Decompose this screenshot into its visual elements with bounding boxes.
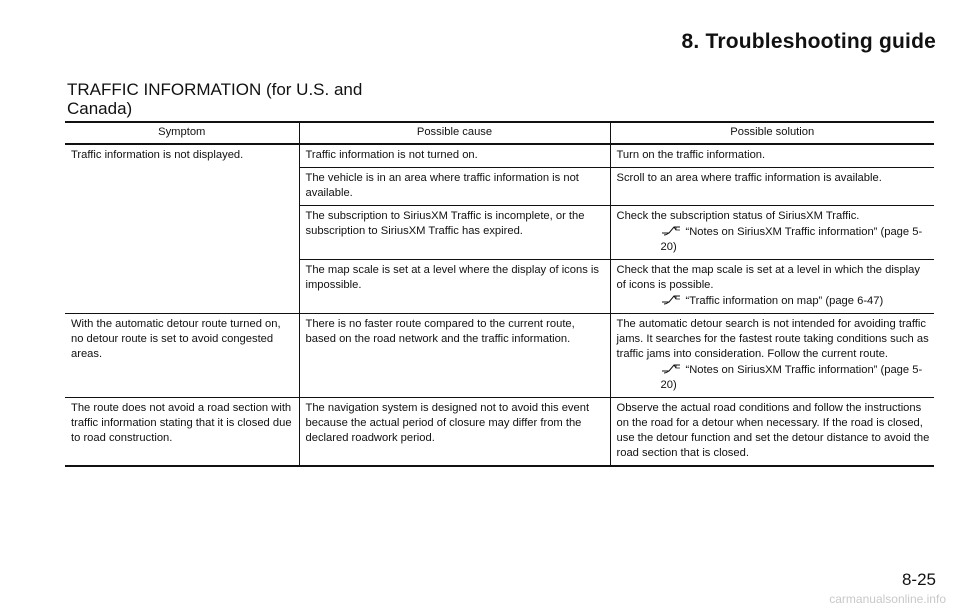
reference-text: “Traffic information on map” (page 6-47) (685, 295, 884, 307)
cause-cell: Traffic information is not turned on. (299, 144, 610, 168)
solution-text: Check that the map scale is set at a level in which the display of icons is possible. (616, 264, 920, 291)
table-header-row (65, 122, 934, 144)
troubleshooting-table (65, 121, 934, 467)
reference-pointer-icon (661, 362, 683, 374)
solution-cell (610, 144, 934, 168)
watermark: carmanualsonline.info (829, 592, 946, 606)
cause-cell: The subscription to SiriusXM Traffic is incomplete, or the subscription to SiriusXM Traffic has expired. (299, 206, 610, 260)
column-header-symptom: Symptom (65, 122, 299, 144)
chapter-title: 8. Troubleshooting guide (681, 30, 936, 53)
cause-cell: The vehicle is in an area where traffic information is not available. (299, 168, 610, 206)
solution-text: Check the subscription status of SiriusXM Traffic. (616, 210, 860, 222)
solution-text: Scroll to an area where traffic information is available. (616, 172, 882, 184)
symptom-cell: With the automatic detour route turned on, no detour route is set to avoid congested areas. (65, 314, 299, 398)
solution-text: Turn on the traffic information. (616, 149, 766, 161)
column-header-possible-cause: Possible cause (299, 122, 610, 144)
solution-cell (610, 260, 934, 314)
solution-text: Observe the actual road conditions and follow the instructions on the road for a detour when necessary. If the road is closed, use the detour function and set the detour distance to avoid the road section that is closed. (616, 402, 930, 459)
reference-pointer-icon (661, 293, 683, 305)
page-reference (617, 293, 931, 309)
page-number: 8-25 (901, 570, 936, 589)
table-row (65, 398, 934, 467)
symptom-cell: Traffic information is not displayed. (71, 149, 244, 161)
section-title: TRAFFIC INFORMATION (for U.S. and Canada) (67, 80, 363, 118)
table-row (65, 314, 934, 398)
solution-cell (610, 206, 934, 260)
symptom-cell: The route does not avoid a road section with traffic information stating that it is closed due to road construction. (65, 398, 299, 467)
cause-cell: The navigation system is designed not to avoid this event because the actual period of closure may differ from the declared roadwork period. (299, 398, 610, 467)
cause-cell: The map scale is set at a level where the display of icons is impossible. (299, 260, 610, 314)
cause-cell: There is no faster route compared to the current route, based on the road network and the traffic information. (299, 314, 610, 398)
solution-cell (610, 398, 934, 467)
solution-text: The automatic detour search is not intended for avoiding traffic jams. It searches for the fastest route taking conditions such as traffic jams into consideration. Follow the current route. (616, 318, 929, 360)
reference-text: “Notes on SiriusXM Traffic information” (page 5-20) (660, 364, 923, 391)
solution-cell (610, 314, 934, 398)
reference-text: “Notes on SiriusXM Traffic information” (page 5-20) (660, 226, 923, 253)
reference-pointer-icon (661, 224, 683, 236)
table-row (65, 144, 934, 168)
solution-cell (610, 168, 934, 206)
page-reference (617, 362, 931, 393)
column-header-possible-solution: Possible solution (610, 122, 934, 144)
page-reference (617, 224, 931, 255)
